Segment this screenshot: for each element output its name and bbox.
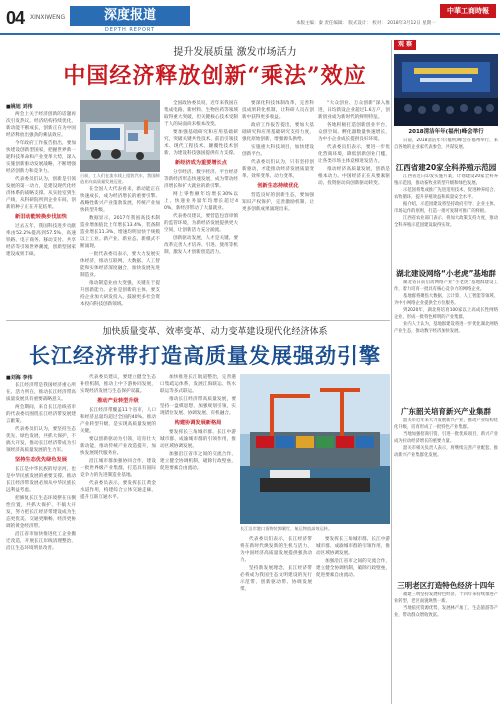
right-rail <box>394 40 498 704</box>
story1-title: 中国经济释放创新“乘法”效应 <box>63 63 367 89</box>
paragraph: 推动长江经济带高质量发展，要坚持一盘棋思想，加强规划引领，实现错位发展、协调发展、有机融合。 <box>160 397 236 416</box>
story1-col-3 <box>164 100 238 316</box>
paragraph: 福建三明坚持发展特色经济，十四年来持续推进产业转型，老区面貌焕然一新。 <box>394 592 498 604</box>
rail-col-4 <box>394 592 498 702</box>
paragraph: 代表委员建议，要营造包容审慎的监管环境，为新经济发展提供更大空间，让创新活力充分涌流。 <box>164 214 238 233</box>
paragraph: 把修复长江生态环境摆在压倒性位置，共抓大保护、不搞大开发，努力把长江经济带建设成为生态更优美、交通更顺畅、经济更协调的黄金经济带。 <box>6 496 76 529</box>
paragraph: 加强沿江省市之间的交流合作，建立健全协调机制，破除行政壁垒，促进要素自由流动。 <box>316 559 390 578</box>
paragraph: 推动制造业由大变强，关键在于提升创新能力。企业是创新的主体，要支持企业加大研发投入，鼓励更多社会资本投向科技创新领域。 <box>80 281 160 307</box>
rail-col-2 <box>394 280 498 398</box>
paragraph: 要发挥长三角城市群、长江中游城市群、成渝城市群的引领作用，推动区域协调发展。 <box>160 430 236 449</box>
story1-photo-caption: 日前，工人们在流水线上组装汽车，我国制造业向高质量发展迈进。 <box>80 173 160 184</box>
story1-col-1 <box>6 111 76 315</box>
page-header <box>0 0 500 36</box>
story1-col-5 <box>318 100 390 316</box>
paragraph: 两会上关于经济创新的话题再次引发热议。经济结构持续优化，新动能不断成长，创新正在为中国经济释放出强劲的乘法效应。 <box>6 112 76 138</box>
paragraph: 营造良好的创新生态，要加强知识产权保护，完善激励机制，让更多创新成果涌现出来。 <box>242 193 314 212</box>
story2-col-2 <box>80 374 156 702</box>
paragraph: 代表委员建议，要建立健全生态补偿机制，推动上中下游协同发展，实现经济发展与生态保护双赢。 <box>80 375 156 394</box>
factory-photo-image <box>80 100 160 172</box>
story2-col-3 <box>160 374 236 702</box>
paragraph: 示范园将集成推广先进适用技术，促进种养结合、农牧循环，提升养殖效益和质量安全水平。 <box>394 188 498 200</box>
paragraph: 代表委员表示，要发挥长江黄金水道作用，构建综合立体交通走廊，提升互联互通水平。 <box>80 481 156 500</box>
paragraph: 长江经济带覆盖11个省市，人口和经济总量均超过全国的40%。推动产业转型升级，是实现高质量发展的关键。 <box>80 408 156 434</box>
paragraph: 数据显示，2017年我国高技术制造业增加值比上年增长13.4%，装备制造业增长11.3%，增速均明显快于规模以上工业。新产业、新业态、新模式不断涌现。 <box>80 216 160 249</box>
story1-byline: ■姚旭 刘伟 <box>6 104 33 110</box>
port-photo-image <box>240 374 390 524</box>
paragraph: 全国政协委员说，近年来我国在集成电路、新材料、生物医药等领域取得重大突破，但关键核心技术受制于人的局面尚未根本改变。 <box>164 101 238 127</box>
story2-photo-caption: 长江沿岸港口货物装卸繁忙，航运物流高效运转。 <box>240 526 333 531</box>
story2-col-5 <box>316 536 390 702</box>
paragraph: 长江是中华民族的母亲河，也是中华民族发展的重要支撑。推动长江经济带发展必须从中华民族长远利益考虑。 <box>6 467 76 493</box>
story2-title: 长江经济带打造高质量发展强劲引擎 <box>29 343 381 368</box>
paragraph: 今年政府工作报告指出，要加快建设创新型国家，把握世界新一轮科技革命和产业变革大势，深入实施创新驱动发展战略，不断增强经济创新力和竞争力。 <box>6 141 76 174</box>
paragraph: 业内人士认为，基地群建设将进一步优化湖北网络产业生态，推动数字经济加快发展。 <box>394 322 498 334</box>
story1-subhead-3: 创新生态持续优化 <box>257 183 299 189</box>
paragraph: 在全国人大代表看来，新动能正在快速成长，成为经济增长的重要引擎。战略性新兴产业蓬勃发展，传统产业加快转型升级。 <box>80 187 160 213</box>
rail-tag: 观 察 <box>394 40 416 50</box>
paragraph: 要深化科技体制改革，完善科技成果转化机制，让科研人员在创新中获得更多收益。 <box>242 101 314 120</box>
story1-col-4 <box>242 100 314 316</box>
paragraph: 政府工作报告提出，要加大基础研究和应用基础研究支持力度，强化原始创新，增强源头供给。 <box>242 123 314 142</box>
story1-kicker: 提升发展质量 激发市场活力 <box>173 47 297 58</box>
paragraph: 要发挥长三角城市群、长江中游城市群、成渝城市群的引领作用，推动区域协调发展。 <box>316 537 390 556</box>
rail-photo-body <box>394 138 498 160</box>
paragraph: 代表委员们表示，长江经济带将在新时代焕发新的生机与活力，为中国经济高质量发展提供强劲动力。 <box>240 537 312 563</box>
rail-headline-3: 广东韶关培育新兴产业集群 <box>401 407 491 416</box>
story1-col-2 <box>80 186 160 316</box>
paragraph: 沿江省市加快推进化工企业搬迁改造，开展长江岸线清理整治，沿江生态环境明显改善。 <box>6 532 76 551</box>
paragraph: 加快推进长江航道整治，完善港口集疏运体系，发展江海联运、铁水联运等多式联运。 <box>160 375 236 394</box>
rail-divider <box>391 40 392 704</box>
page-number: 04 <box>6 8 25 28</box>
paragraph: 网上零售额年均增长30%以上，快递业务量年均增长超过40%，新经济带动了大量就业。 <box>164 192 238 211</box>
paragraph: 坚持新发展理念，长江经济带必将成为我国生态文明建设的先行示范带、创新驱动带、协调发展带。 <box>240 566 312 592</box>
story2-subhead-1: 坚持生态优先绿色发展 <box>15 457 67 463</box>
rail-photo-caption: 2018清洁年年(福州)峰会举行 <box>408 129 484 135</box>
edition-meta: 本版主编：秦 责任编辑： 版式设计： 校对： 2018年3月12日 星期一 <box>296 21 436 26</box>
paragraph: 当地加强招商引资，引进一批优质项目，新兴产业成为拉动经济增长的重要力量。 <box>394 432 498 444</box>
story2-col-1 <box>6 382 76 702</box>
newspaper-brand: 中華工商時報 <box>440 4 496 18</box>
paragraph: 日前，2018清洁年年(福州)峰会在福州举行，来自各地的企业家代表参会，共谋发展。 <box>394 138 498 150</box>
rail-headline-2: 湖北建设网络“小老虎”基地群 <box>396 269 496 278</box>
story2-subhead-3: 构建协调发展新格局 <box>174 420 222 426</box>
rail-photo <box>394 54 498 126</box>
paragraph: 到2020年，湖北将培育100家以上高成长性网络企业，形成一批特色鲜明的产业集群。 <box>394 308 498 320</box>
story2-subhead-2: 推动产业转型升级 <box>97 398 139 404</box>
story2-kicker: 加快质量变革、效率变革、动力变革建设现代化经济体系 <box>102 327 328 337</box>
paragraph: 要以创新驱动为引领，培育壮大新动能，推动传统产业改造提升，加快发展现代服务业。 <box>80 437 156 456</box>
paragraph: 据介绍，示范园建设将坚持政府引导、企业主体、市场运作的原则，打造一批可复制可推广的样板。 <box>394 202 498 214</box>
summit-photo-image <box>394 54 498 126</box>
paragraph: 代表委员们认为，只有坚持创新驱动，才能推动经济发展质量变革、效率变革、动力变革。 <box>242 160 314 179</box>
rail-headline-4: 三明老区打造特色经济十四年 <box>397 581 495 590</box>
paragraph: 代表委员们认为，要坚持生态优先、绿色发展，共抓大保护，不搞大开发，推动长江经济带成为引领经济高质量发展的生力军。 <box>6 427 76 453</box>
paragraph: 要加强基础研究和应用基础研究，突破关键共性技术、前沿引领技术、现代工程技术、颠覆性技术创新，为建设科技强国提供有力支撑。 <box>164 130 238 156</box>
story1-subhead-2: 新经济成为重要增长点 <box>175 160 227 166</box>
paragraph: 基地群将聚焦大数据、云计算、人工智能等领域，为中小网络企业提供全方位服务。 <box>394 294 498 306</box>
story1-subhead-1: 新旧动能转换步伐加快 <box>15 214 67 220</box>
paragraph: 代表委员们认为，创新是引领发展的第一动力，是建设现代化经济体系的战略支撑。从实验室到生产线，从科研院所到企业车间，创新的种子正在开花结果。 <box>6 177 76 210</box>
paragraph: 韶关市相关负责人表示，将继续完善产业配套，推动新兴产业集群化发展。 <box>394 446 498 458</box>
rail-col-1 <box>394 174 498 262</box>
story2-photo <box>240 374 390 524</box>
rail-headline-1: 江西省建20家全科养殖示范园 <box>395 163 497 172</box>
header-rule <box>0 33 500 35</box>
story-divider <box>6 320 390 321</box>
page-code: XINXIWENG <box>30 14 66 21</box>
paragraph: 过去五年，我国科技进步贡献率由52.2%提高到57.5%，高速铁路、电子商务、移动支付、共享经济等引领世界潮流，创新型国家建设成果丰硕。 <box>6 224 76 257</box>
paragraph: 各地积极打造创新创业平台，众创空间、孵化器数量快速增长，为中小企业成长提供良好环境。 <box>318 123 390 142</box>
paragraph: 江西省农业部门表示，将加大政策支持力度，推动全科养殖示范园建设取得实效。 <box>394 216 498 228</box>
paragraph: 分享经济、数字经济、平台经济等新经济形态快速发展，成为带动经济增长和扩大就业的新引擎。 <box>164 170 238 189</box>
paragraph: 当地依托资源优势，发展林产加工、生态旅游等产业，带动群众增收致富。 <box>394 606 498 618</box>
paragraph: 两会期间，来自长江沿线省市的代表委员围绕长江经济带发展建言献策。 <box>6 405 76 424</box>
paragraph: 代表委员们表示，要进一步优化营商环境，降低创新创业门槛，让各类市场主体竞相迸发活力。 <box>318 145 390 164</box>
paragraph: 加强沿江省市之间的交流合作，建立健全协调机制，破除行政壁垒，促进要素自由流动。 <box>160 452 236 471</box>
paragraph: 一批代表委员表示，要大力发展实体经济，推动互联网、大数据、人工智能和实体经济深度融合，加快发展先进制造业。 <box>80 252 160 278</box>
paragraph: 沿江城市群加强协同合作，建设一批世界级产业集群，打造具有国际竞争力的先进制造业基地。 <box>80 459 156 478</box>
paragraph: 江西省近日印发实施方案，计划建设20家全科养殖示范园，推动畜牧业转型升级和绿色发展。 <box>394 174 498 186</box>
section-title: 深度报道 <box>70 6 190 26</box>
story2-byline: ■刘海 李伟 <box>6 375 33 381</box>
paragraph: 创新驱动发展，人才是关键。要改革完善人才培养、引进、使用等机制，激发人才创新创造活力。 <box>164 236 238 255</box>
rail-col-3 <box>394 418 498 536</box>
paragraph: “大众创业、万众创新”深入推进，日均新设企业超过1.6万户，创新创业成为新时代的鲜明特征。 <box>318 101 390 120</box>
story2-col-4 <box>240 536 312 702</box>
paragraph: 实施重大科技项目，加快建设创新平台。 <box>242 145 314 157</box>
paragraph: 推动经济高质量发展，创新是根本动力。中国经济正在从要素驱动、投资驱动向创新驱动转变。 <box>318 167 390 186</box>
paragraph: 长江经济带是我国经济重心所在、活力所在，推动长江经济带高质量发展具有重要战略意义。 <box>6 383 76 402</box>
section-title-en: DEPTH REPORT <box>104 27 156 33</box>
paragraph: 湖北省日前启动网络产业“小老虎”基地群建设工作，着力培育一批具有核心竞争力的网络企业。 <box>394 280 498 292</box>
paragraph: 韶关市近年来大力发展新兴产业，推动产业结构优化升级，培育形成了一批特色产业集群。 <box>394 418 498 430</box>
story1-photo <box>80 100 160 172</box>
